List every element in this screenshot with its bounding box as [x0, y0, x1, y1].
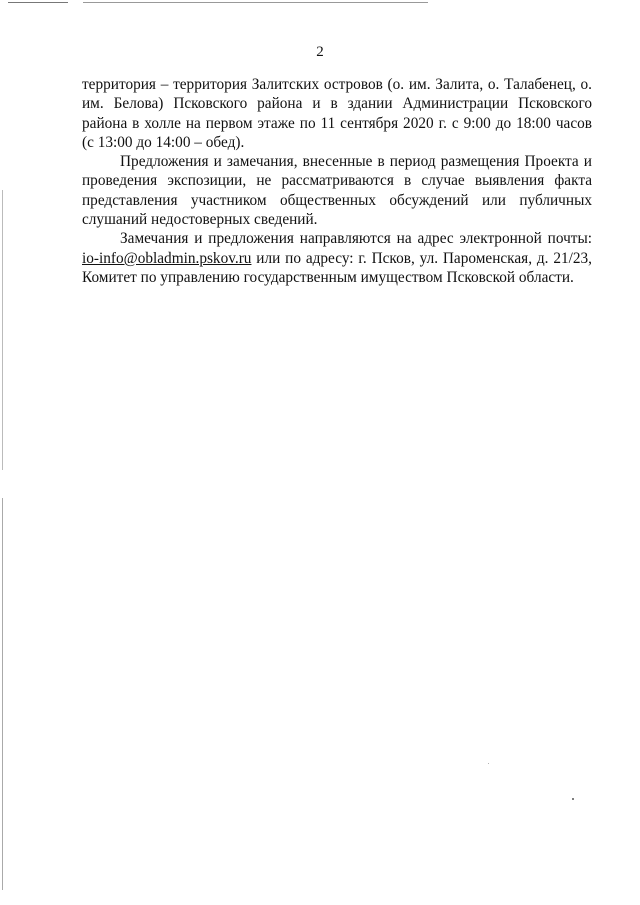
page-number: 2: [316, 44, 324, 60]
text-line: Предложения и замечания, внесенные в период размещения Проекта и: [120, 153, 592, 171]
scan-artifact-left-edge: [2, 190, 3, 890]
text-line: территория – территория Залитских островов (о. им. Залита, о. Талабенец, о.: [82, 76, 592, 93]
paragraph-contacts: [82, 229, 592, 287]
text-line-with-email: [82, 249, 592, 268]
document-body: [82, 75, 592, 287]
scan-speck: [488, 763, 489, 764]
text-line: (с 13:00 до 14:00 – обед).: [82, 133, 245, 151]
scan-artifact-top-line: [8, 2, 428, 3]
scan-speck: [572, 798, 574, 800]
text-line: проведения экспозиции, не рассматриваются в случае выявления факта: [82, 172, 592, 190]
paragraph-proposals: [82, 152, 592, 229]
paragraph-location: [82, 75, 592, 152]
text-line: представления участником общественных обсуждений или публичных: [82, 191, 592, 209]
text-line: Замечания и предложения направляются на адрес электронной почты:: [120, 230, 592, 248]
text-line: им. Белова) Псковского района и в здании Администрации Псковского: [82, 95, 592, 113]
email-link[interactable]: io-info@obladmin.pskov.ru: [82, 249, 252, 267]
address-text: или по адресу: г. Псков, ул. Пароменская, д. 21/23,: [251, 249, 592, 267]
text-line: Комитет по управлению государственным имуществом Псковской области.: [82, 268, 574, 286]
text-line: района в холле на первом этаже по 11 сентября 2020 г. с 9:00 до 18:00 часов: [82, 114, 592, 132]
text-line: слушаний недостоверных сведений.: [82, 211, 318, 229]
